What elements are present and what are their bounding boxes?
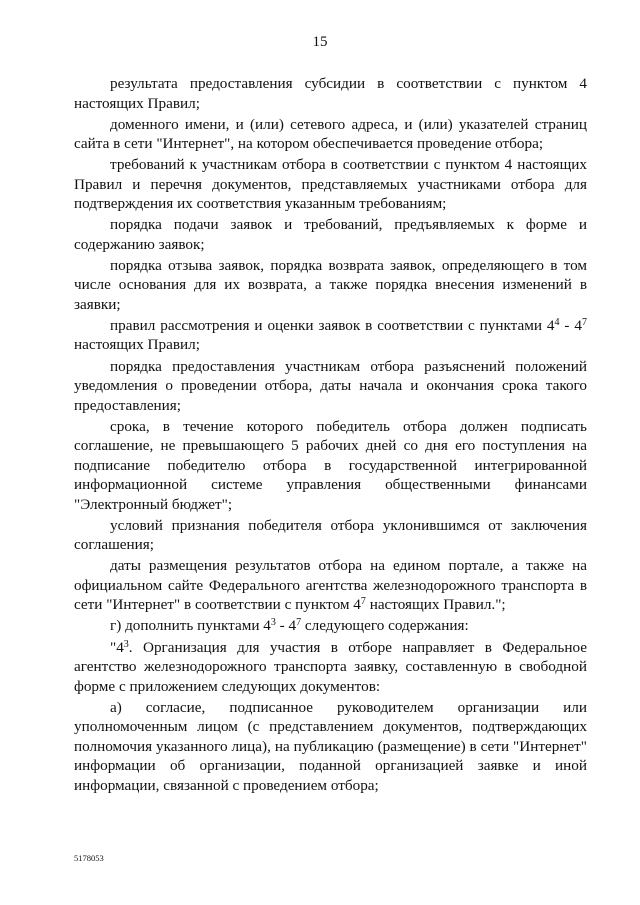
paragraph: требований к участникам отбора в соответствии с пунктом 4 настоящих Правил и перечня документов, представляемых участниками отбора для подтверждения их соответствия указанным требованиям;: [74, 156, 587, 213]
document-id: 5178053: [74, 853, 104, 863]
paragraph: порядка отзыва заявок, порядка возврата заявок, определяющего в том числе основания для их возврата, а также порядка внесения изменений в заявки;: [74, 256, 587, 313]
paragraph: доменного имени, и (или) сетевого адреса, и (или) указателей страниц сайта в сети "Интернет", на котором обеспечивается проведение отбора;: [74, 115, 587, 153]
document-body: [74, 74, 587, 797]
paragraph: даты размещения результатов отбора на едином портале, а также на официальном сайте Федерального агентства железнодорожного транспорта в сети "Интернет" в соответствии с пунктом $4^7$ настоящих Правил.";: [74, 557, 587, 614]
paragraph: г) дополнить пунктами $4^3 - 4^7$ следующего содержания:: [110, 617, 469, 635]
paragraph: порядка предоставления участникам отбора разъяснений положений уведомления о проведении отбора, даты начала и окончания срока такого предоставления;: [74, 357, 587, 414]
paragraph: порядка подачи заявок и требований, предъявляемых к форме и содержанию заявок;: [74, 216, 587, 253]
paragraph: срока, в течение которого победитель отбора должен подписать соглашение, не превышающего 5 рабочих дней со дня его поступления на подписание победителю отбора в государственной интегрированной информационной системе управления общественными финансами "Электронный бюджет";: [74, 417, 587, 513]
paragraph: результата предоставления субсидии в соответствии с пунктом 4 настоящих Правил;: [74, 75, 587, 112]
paragraph: условий признания победителя отбора уклонившимся от заключения соглашения;: [74, 516, 587, 554]
paragraph: правил рассмотрения и оценки заявок в соответствии с пунктами $4^4 - 4^7$ настоящих Правил;: [74, 316, 587, 354]
paragraph: а) согласие, подписанное руководителем организации или уполномоченным лицом (с представлением документов, подтверждающих полномочия указанного лица), на публикацию (размещение) в сети "Интернет" информации об организации, поданной организацией заявке и иной информации, связанной с проведением отбора;: [74, 698, 587, 794]
paragraph: "$4^3$. Организация для участия в отборе направляет в Федеральное агентство железнодорожного транспорта заявку, составленную в свободной форме с приложением следующих документов:: [74, 638, 587, 695]
page-number: 15: [312, 34, 328, 50]
